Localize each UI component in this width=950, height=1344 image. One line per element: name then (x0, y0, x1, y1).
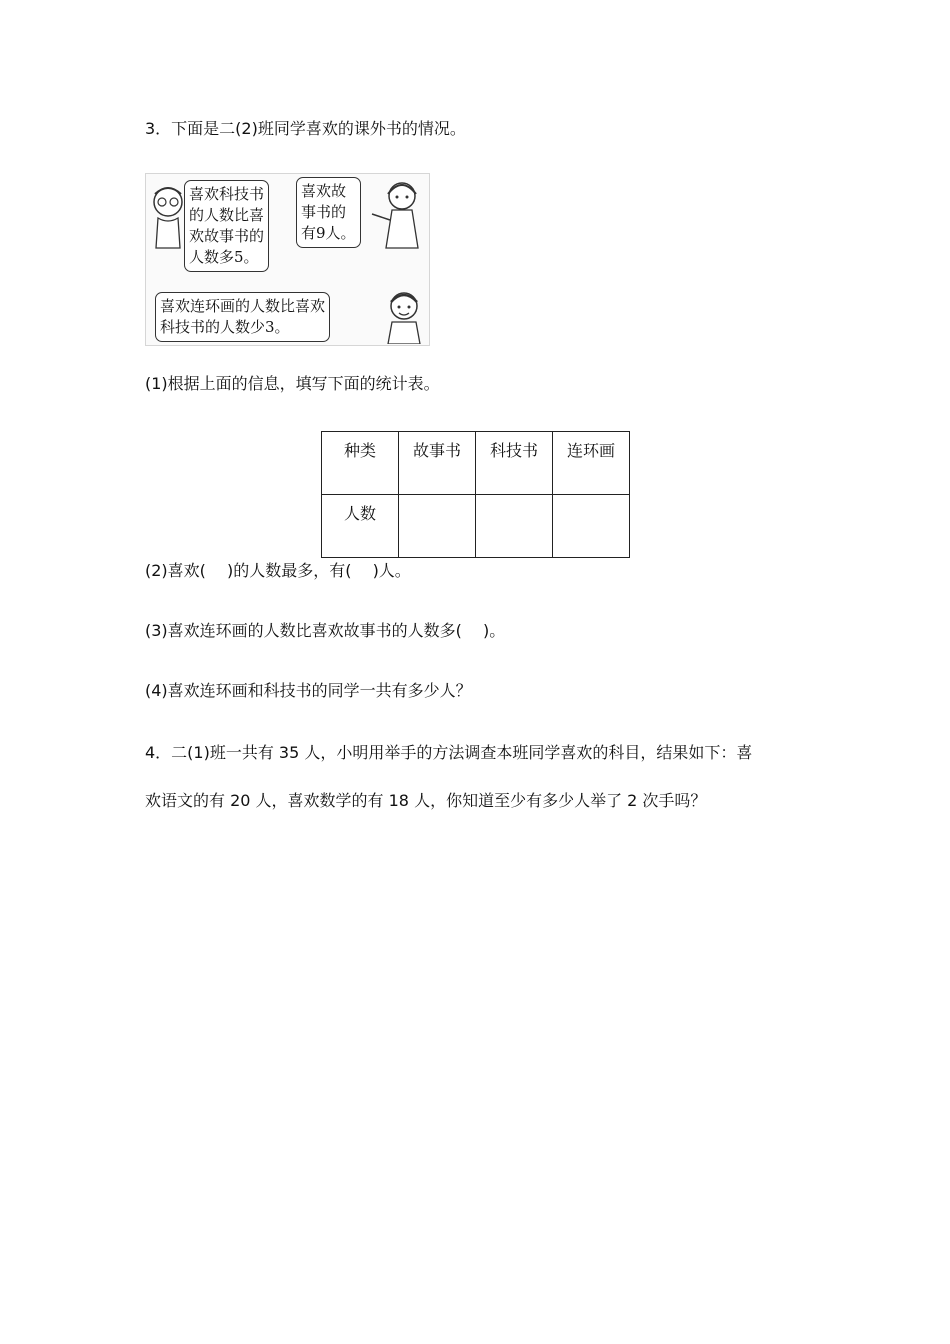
table-blank-cell (553, 495, 630, 558)
sub-question-2: (2)喜欢( )的人数最多，有( )人。 (145, 561, 411, 580)
table-blank-cell (399, 495, 476, 558)
table-header-row (322, 432, 630, 495)
sub-question-3: (3)喜欢连环画的人数比喜欢故事书的人数多( )。 (145, 621, 506, 640)
sub-question-4: (4)喜欢连环画和科技书的同学一共有多少人？ (145, 681, 472, 700)
speech-bubble-bottom: 喜欢连环画的人数比喜欢 科技书的人数少3。 (155, 292, 330, 342)
table-header-cell: 种类 (322, 432, 399, 495)
speech-bubble-right: 喜欢故 事书的 有9人。 (296, 177, 361, 248)
table-blank-cell (476, 495, 553, 558)
question-4-line-1: 4．二(1)班一共有 35 人，小明用举手的方法调查本班同学喜欢的科目，结果如下：喜 (145, 743, 753, 762)
question-3-title: 3．下面是二(2)班同学喜欢的课外书的情况。 (145, 119, 466, 138)
statistics-table (321, 431, 630, 558)
table-row-label: 人数 (322, 495, 399, 558)
sub-question-1: (1)根据上面的信息，填写下面的统计表。 (145, 374, 440, 393)
table-row (322, 495, 630, 558)
table-header-cell: 连环画 (553, 432, 630, 495)
question-4-line-2: 欢语文的有 20 人，喜欢数学的有 18 人，你知道至少有多少人举了 2 次手吗？ (145, 791, 707, 810)
table-header-cell: 故事书 (399, 432, 476, 495)
speech-bubble-left: 喜欢科技书 的人数比喜 欢故事书的 人数多5。 (184, 180, 269, 272)
girl-figure (370, 176, 426, 256)
boy-figure (382, 288, 426, 344)
question-4 (145, 742, 815, 812)
speech-illustration (145, 173, 430, 346)
table-header-cell: 科技书 (476, 432, 553, 495)
boy-with-glasses-figure (150, 180, 188, 250)
